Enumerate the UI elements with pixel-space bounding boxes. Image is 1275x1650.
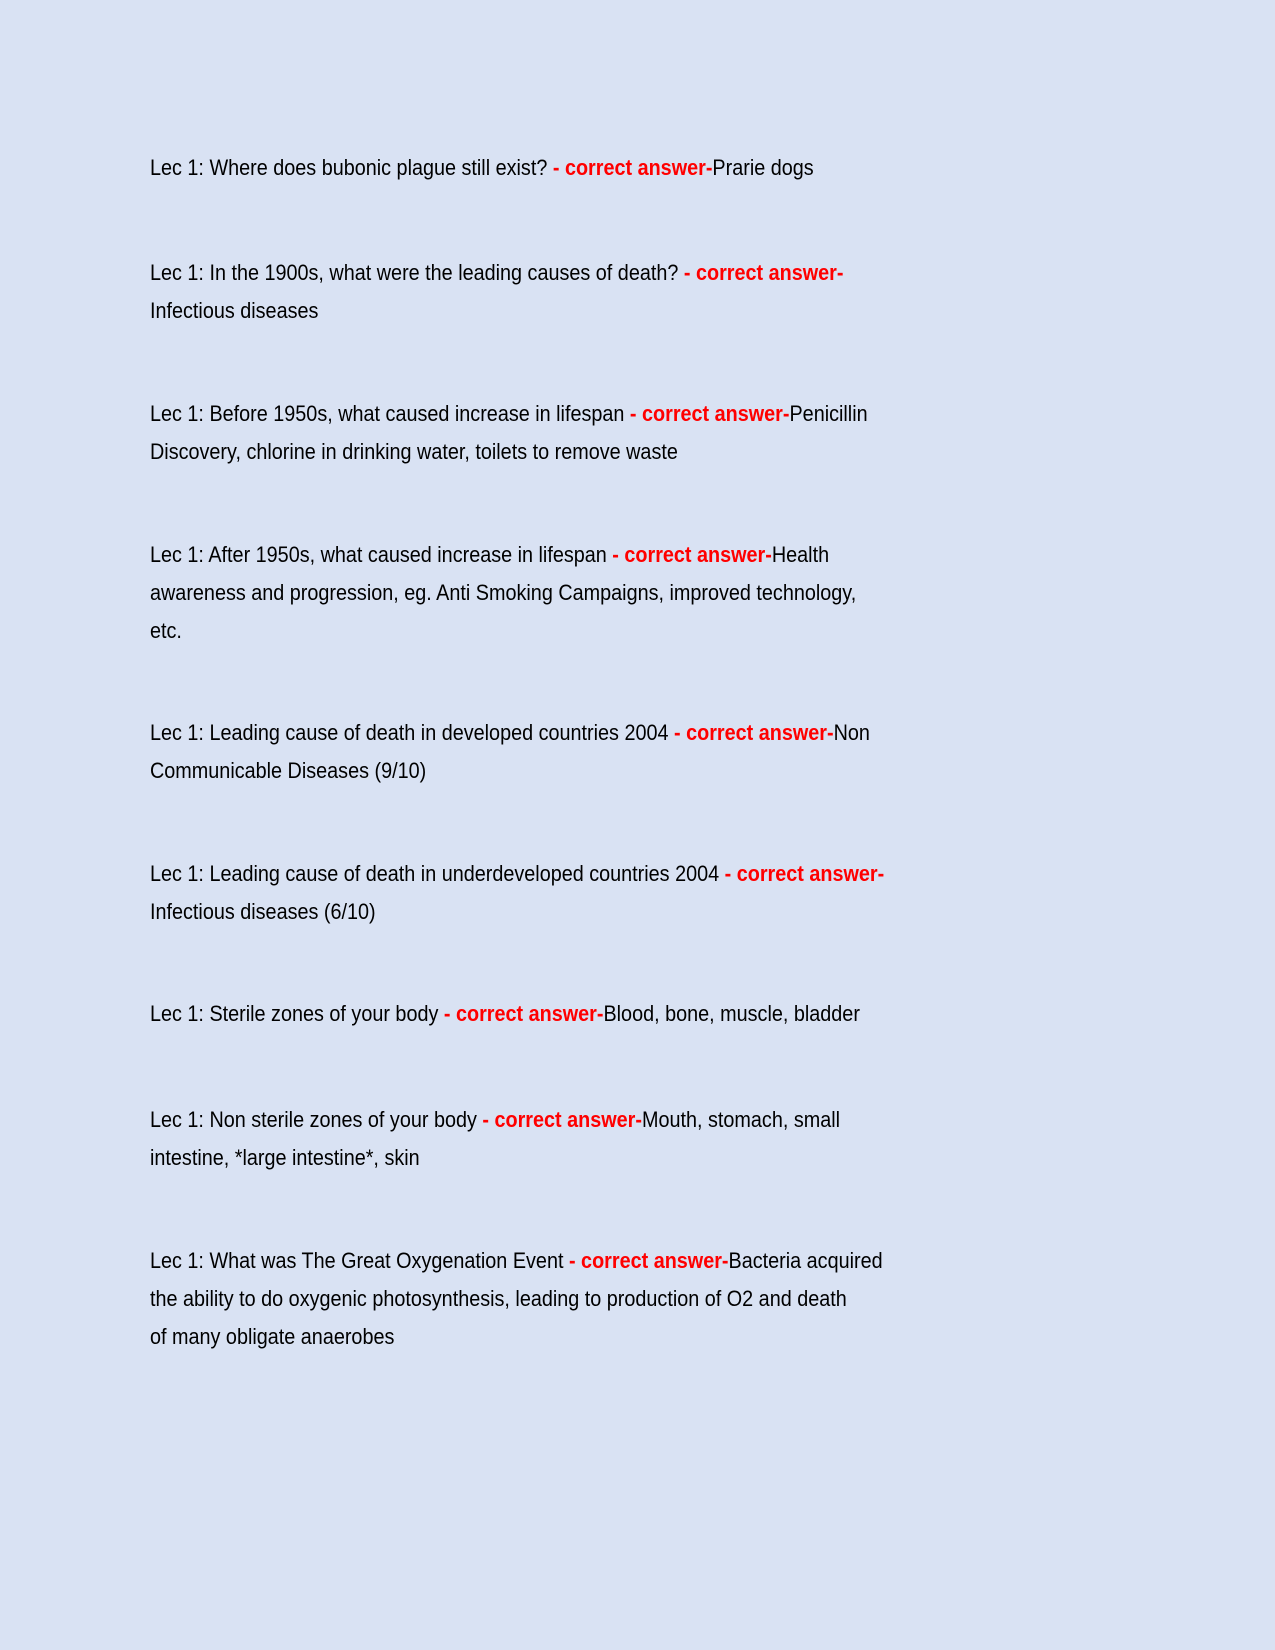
text-line [150,612,1050,650]
question-text: Lec 1: What was The Great Oxygenation Event [150,1248,569,1273]
text-line [150,995,1050,1033]
question-text: Lec 1: Leading cause of death in developed countries 2004 [150,720,674,745]
text-line [150,855,1050,893]
qa-item [150,995,1150,1033]
question-text: Lec 1: Sterile zones of your body [150,1001,444,1026]
answer-separator: - correct answer- [683,260,844,285]
question-text: Lec 1: In the 1900s, what were the leading causes of death? [150,260,684,285]
qa-item [150,149,1150,187]
answer-text: Mouth, stomach, small [641,1107,841,1132]
answer-separator: - correct answer- [612,542,772,567]
answer-text: Discovery, chlorine in drinking water, toilets to remove waste [150,439,678,464]
question-text: Lec 1: Where does bubonic plague still exist? [150,155,553,180]
answer-text: etc. [150,618,182,643]
qa-item [150,254,1150,330]
answer-separator: - correct answer- [673,720,834,745]
answer-text: Blood, bone, muscle, bladder [603,1001,860,1026]
answer-text: the ability to do oxygenic photosynthesis, leading to production of O2 and death [150,1286,847,1311]
text-line [150,1101,1050,1139]
question-text: Lec 1: Before 1950s, what caused increase in lifespan [150,401,630,426]
text-line [150,292,1050,330]
answer-separator: - correct answer- [482,1107,642,1132]
text-line [150,1318,1050,1356]
text-line [150,433,1050,471]
answer-text: Bacteria acquired [728,1248,883,1273]
question-text: Lec 1: After 1950s, what caused increase in lifespan [150,542,613,567]
answer-text: intestine, *large intestine*, skin [150,1145,420,1170]
qa-item [150,536,1150,650]
answer-text: of many obligate anaerobes [150,1324,395,1349]
answer-separator: - correct answer- [568,1248,729,1273]
answer-text: Health [771,542,830,567]
answer-separator: - correct answer- [724,861,885,886]
qa-item [150,395,1150,471]
qa-item [150,855,1150,931]
question-text: Lec 1: Non sterile zones of your body [150,1107,483,1132]
answer-text: Infectious diseases (6/10) [150,899,376,924]
text-line [150,893,1050,931]
question-text: Lec 1: Leading cause of death in underdeveloped countries 2004 [150,861,725,886]
answer-text: Prarie dogs [712,155,814,180]
text-line [150,574,1050,612]
qa-item [150,1242,1150,1356]
answer-text: Communicable Diseases (9/10) [150,758,427,783]
text-line [150,536,1050,574]
answer-text: awareness and progression, eg. Anti Smoking Campaigns, improved technology, [150,580,857,605]
answer-separator: - correct answer- [629,401,790,426]
answer-text: Non [833,720,870,745]
answer-separator: - correct answer- [552,155,713,180]
text-line [150,395,1050,433]
text-line [150,149,1050,187]
text-line [150,752,1050,790]
answer-text: Infectious diseases [150,298,319,323]
text-line [150,1139,1050,1177]
text-line [150,714,1050,752]
answer-separator: - correct answer- [443,1001,604,1026]
qa-item [150,1101,1150,1177]
text-line [150,1280,1050,1318]
text-line [150,1242,1050,1280]
qa-item [150,714,1150,790]
answer-text: Penicillin [789,401,868,426]
text-line [150,254,1050,292]
